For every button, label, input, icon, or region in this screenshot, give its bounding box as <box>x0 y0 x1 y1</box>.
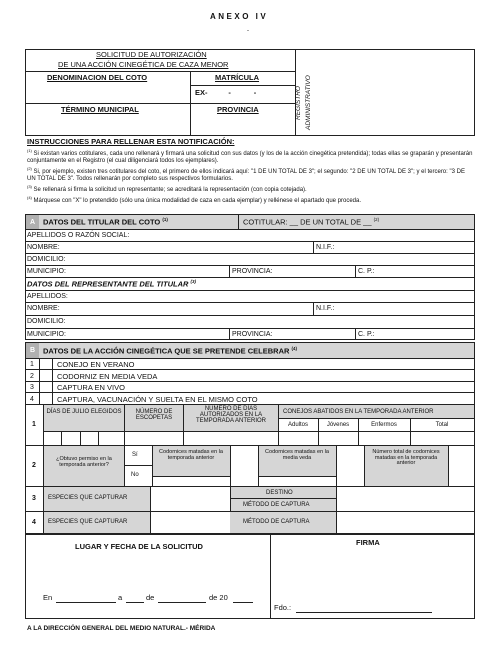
matricula-field[interactable]: EX- - - <box>195 88 257 97</box>
row-1-num: 1 <box>32 421 36 428</box>
municipal-field[interactable] <box>25 116 190 136</box>
provincia-field[interactable] <box>190 116 295 136</box>
option-3-num: 3 <box>30 384 34 391</box>
a-label: a <box>118 593 123 602</box>
titular-cp-label: C. P.: <box>358 268 375 275</box>
conejos-header: CONEJOS ABATIDOS EN LA TEMPORADA ANTERIOR <box>283 409 434 415</box>
destino-label: DESTINO <box>266 490 293 496</box>
footer-address: A LA DIRECCIÓN GENERAL DEL MEDIO NATURAL.- MÉRIDA <box>27 625 216 632</box>
rep-nif-label: N.I.F.: <box>316 305 335 312</box>
coto-field[interactable] <box>25 84 190 103</box>
anio-field[interactable] <box>233 602 253 603</box>
section-a-title: DATOS DEL TITULAR DEL COTO $^{(1)}$ <box>43 217 168 227</box>
form-title-line1: SOLICITUD DE AUTORIZACIÓN <box>96 50 207 59</box>
titular-nif-label: N.I.F.: <box>316 244 335 251</box>
titular-apellidos-label: APELLIDOS O RAZÓN SOCIAL: <box>27 232 130 239</box>
titular-domicilio-label: DOMICILIO: <box>27 256 66 263</box>
fdo-label: Fdo.: <box>274 603 292 612</box>
option-3-label: CAPTURA EN VIVO <box>57 383 125 392</box>
option-1-label: CONEJO EN VERANO <box>57 360 135 369</box>
form-title-line2: DE UNA ACCIÓN CINEGÉTICA DE CAZA MENOR <box>58 60 229 69</box>
permiso-choice[interactable] <box>124 445 152 486</box>
mes-field[interactable] <box>158 602 206 603</box>
registro-label: REGISTRO <box>295 86 302 120</box>
rep-nombre-label: NOMBRE: <box>27 305 60 312</box>
row-4-num: 4 <box>32 519 36 526</box>
representante-title: DATOS DEL REPRESENTANTE DEL TITULAR $^{(3)}$ <box>27 279 196 289</box>
destino-field[interactable] <box>337 487 474 498</box>
total-codornices-header: Número total de codornices matadas en la temporada anterior <box>372 449 440 466</box>
permiso-no-label: No <box>131 472 139 478</box>
titular-provincia-label: PROVINCIA: <box>232 268 273 275</box>
permiso-si-label: Sí <box>132 452 138 458</box>
cotitular-field[interactable]: COTITULAR: __ DE UN TOTAL DE __ $^{(2)}$ <box>243 217 380 227</box>
option-4-checkbox[interactable] <box>40 393 52 404</box>
de-label: de <box>146 593 155 602</box>
municipal-label: TÉRMINO MUNICIPAL <box>61 105 139 114</box>
option-1-num: 1 <box>30 361 34 368</box>
de20-label: de 20 <box>209 593 228 602</box>
fdo-field[interactable] <box>296 612 432 613</box>
instructions-text: $^{(1)}$ Si existan varios cotitulares, cada uno rellenará y firmará una solicitud con sus datos (y los de la acción cinegética pretendida); todas ellas se graparán y presentarán conjuntamente en el Registro (el cual diligenciará todos los ejemplares). $^{(2)}$ Si, por ejemplo, existen tres cotitulares del coto, el primero de ellos indicará aquí: "1 DE UN TOTAL DE 3"; el segundo: "2 DE UN TOTAL DE 3"; y el tercero: "3 DE UN TOTAL DE 3". Todos rellenarán por completo sus respectivos formularios. $^{(3)}$ Se rellenará si firma la solicitud un representante; se acreditará la representación (con copia cotejada). $^{(4)}$ Márquese con "X" lo pretendido (sólo una única modalidad de caza en cada ejemplar) y rellénese el apartado que proceda. <box>27 148 473 205</box>
permiso-question: ¿Obtuvo permiso en la temporada anterior? <box>56 456 112 468</box>
option-4-num: 4 <box>30 396 34 403</box>
dias-autorizados-header: NÚMERO DE DÍAS AUTORIZADOS EN LA TEMPORADA ANTERIOR <box>195 406 266 424</box>
option-1-checkbox[interactable] <box>40 359 52 369</box>
row3-metodo-label: MÉTODO DE CAPTURA <box>243 502 310 508</box>
adultos-header: Adultos <box>287 422 308 428</box>
escopetas-header: NÚMERO DE ESCOPETAS <box>135 409 173 421</box>
coto-label: DENOMINACION DEL COTO <box>47 73 148 82</box>
section-a-letter: A <box>30 219 36 226</box>
matricula-label: MATRÍCULA <box>215 73 260 82</box>
rep-apellidos-label: APELLIDOS: <box>27 293 68 300</box>
titular-municipio-label: MUNICIPIO: <box>27 268 66 275</box>
row4-metodo-field[interactable] <box>337 512 474 533</box>
instructions-title: INSTRUCCIONES PARA RELLENAR ESTA NOTIFICACIÓN: <box>27 137 235 146</box>
provincia-label: PROVINCIA <box>217 105 259 114</box>
jovenes-header: Jóvenes <box>326 422 350 428</box>
dias-julio-header: DÍAS DE JULIO ELEGIDOS <box>46 409 122 415</box>
annex-title: ANEXO IV <box>210 12 269 21</box>
option-4-label: CAPTURA, VACUNACIÓN Y SUELTA EN EL MISMO COTO <box>57 395 258 404</box>
row3-especies-field[interactable] <box>151 487 229 511</box>
rep-cp-label: C. P.: <box>358 331 375 338</box>
option-2-num: 2 <box>30 373 34 380</box>
row4-especies-label: ESPECIES QUE CAPTURAR <box>48 519 128 525</box>
enfermos-header: Enfermos <box>371 422 397 428</box>
section-b-letter: B <box>30 347 36 354</box>
rep-municipio-label: MUNICIPIO: <box>27 331 66 338</box>
row3-metodo-field[interactable] <box>337 499 474 511</box>
row4-metodo-label: MÉTODO DE CAPTURA <box>243 519 310 525</box>
row-3-num: 3 <box>32 495 36 502</box>
lugar-fecha-label: LUGAR Y FECHA DE LA SOLICITUD <box>75 542 203 551</box>
lugar-field[interactable] <box>56 602 116 603</box>
section-b-title: DATOS DE LA ACCIÓN CINEGÉTICA QUE SE PRETENDE CELEBRAR $^{(4)}$ <box>43 346 298 356</box>
option-2-checkbox[interactable] <box>40 370 52 381</box>
titular-nombre-label: NOMBRE: <box>27 244 60 251</box>
dia-field[interactable] <box>126 602 144 603</box>
row4-especies-field[interactable] <box>151 512 229 533</box>
annex-dash: - <box>247 28 249 34</box>
option-3-checkbox[interactable] <box>40 382 52 392</box>
row3-especies-label: ESPECIES QUE CAPTURAR <box>48 495 128 501</box>
administrativo-label: ADMINISTRATIVO <box>305 75 312 130</box>
en-label: En <box>43 593 53 602</box>
firma-label: FIRMA <box>356 538 380 547</box>
rep-domicilio-label: DOMICILIO: <box>27 318 66 325</box>
total-header: Total <box>435 422 449 428</box>
media-veda-header: Codornices matadas en la media veda <box>265 449 329 461</box>
row-2-num: 2 <box>32 462 36 469</box>
codornices-header: Codornices matadas en la temporada anterior <box>159 449 223 461</box>
rep-provincia-label: PROVINCIA: <box>232 331 273 338</box>
option-2-label: CODORNIZ EN MEDIA VEDA <box>57 372 158 381</box>
